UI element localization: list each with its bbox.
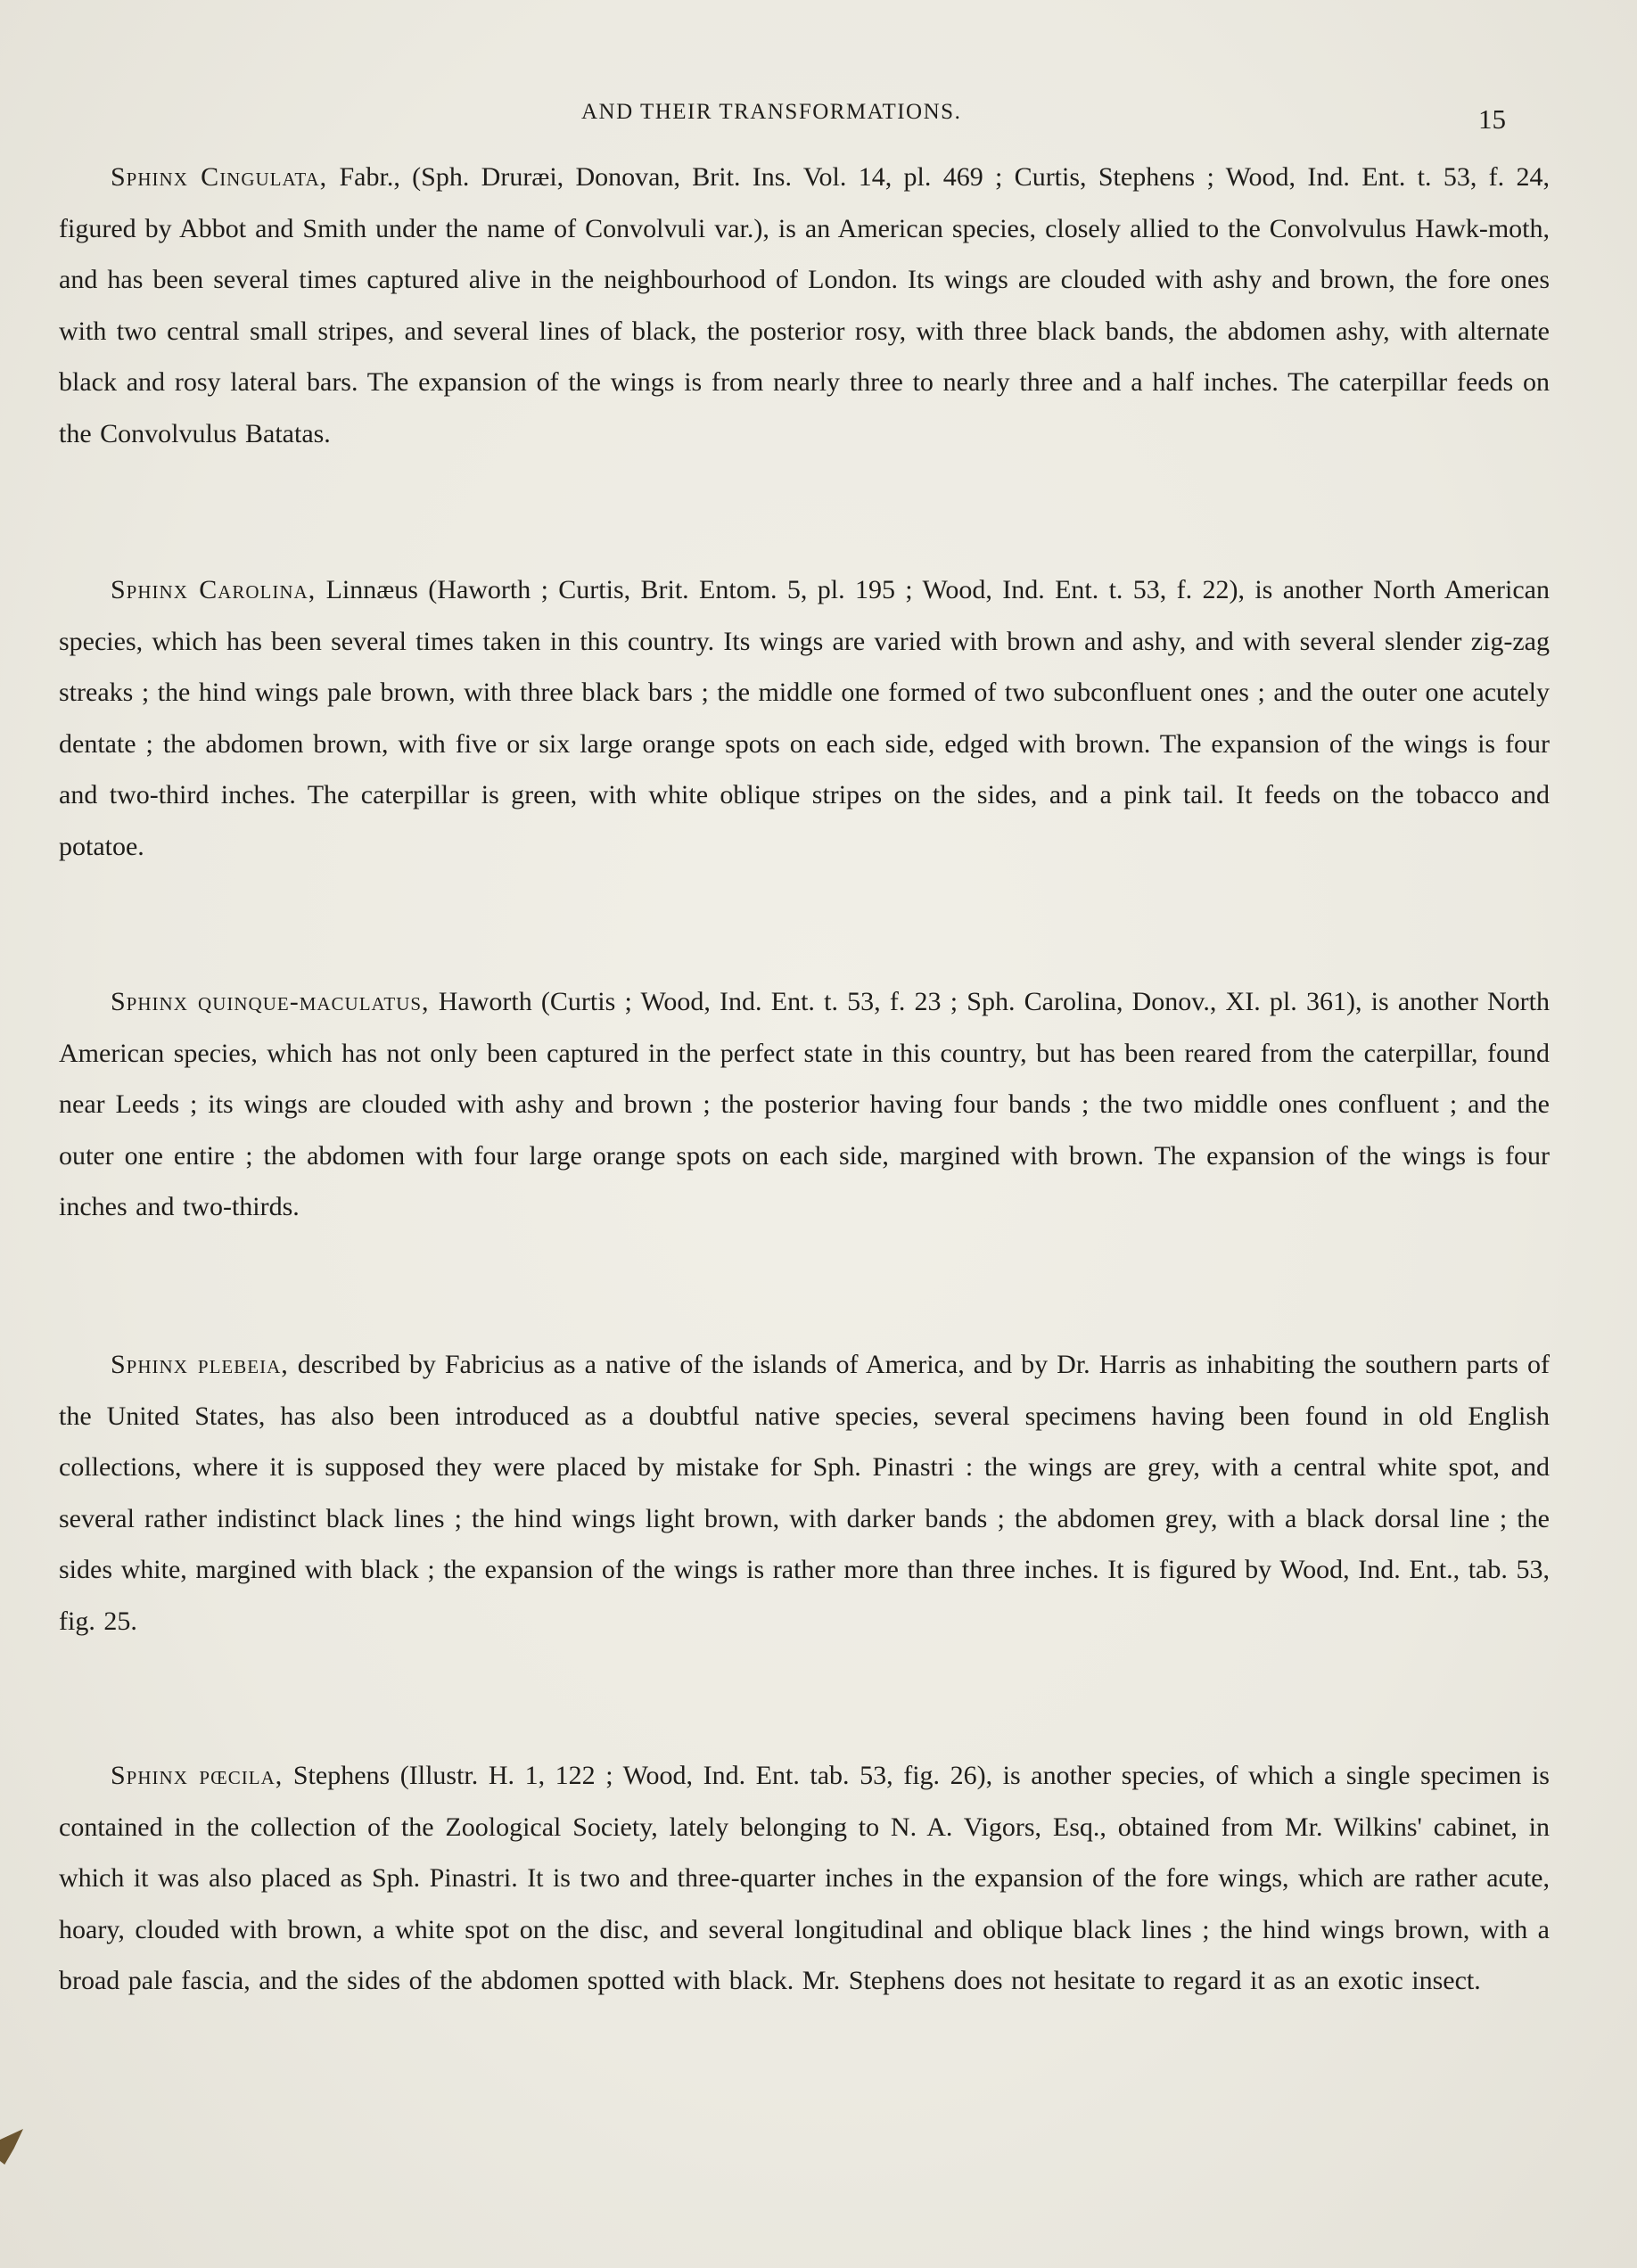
species-name: Sphinx quinque-maculatus, (111, 987, 430, 1016)
page-number: 15 (1478, 103, 1506, 135)
entry-text: Stephens (Illustr. H. 1, 122 ; Wood, Ind. Ent. tab. 53, fig. 26), is another species, of which a single specimen is contained in the collection of the Zoological Society, lately belonging to N. A. Vigors, Esq., obtained from Mr. Wilkins' cabinet, in which it was also placed as Sph. Pinastri. It is two and three-quarter inches in the expansion of the fore wings, which are rather acute, hoary, clouded with brown, a white spot on the disc, and several longitudinal and oblique black lines ; the hind wings brown, with a broad pale fascia, and the sides of the abdomen spotted with black. Mr. Stephens does not hesitate to regard it as an exotic insect. (59, 1761, 1550, 1995)
running-head (0, 100, 1637, 136)
entry-text: Haworth (Curtis ; Wood, Ind. Ent. t. 53, f. 23 ; Sph. Carolina, Donov., XI. pl. 361), is another North American species, which has not only been captured in the perfect state in this country, but has been reared from the caterpillar, found near Leeds ; its wings are clouded with ashy and brown ; the posterior having four bands ; the two middle ones confluent ; and the outer one entire ; the abdomen with four large orange spots on each side, margined with brown. The expansion of the wings is four inches and two-thirds. (59, 987, 1550, 1221)
entry-paragraph (59, 152, 1550, 459)
species-entry-poecila (59, 1750, 1550, 2007)
entry-text: Linnæus (Haworth ; Curtis, Brit. Entom. 5, pl. 195 ; Wood, Ind. Ent. t. 53, f. 22), is another North American species, which has been several times taken in this country. Its wings are varied with brown and ashy, and with several slender zig-zag streaks ; the hind wings pale brown, with three black bars ; the middle one formed of two subconfluent ones ; and the outer one acutely dentate ; the abdomen brown, with five or six large orange spots on each side, edged with brown. The expansion of the wings is four and two-third inches. The caterpillar is green, with white oblique stripes on the sides, and a pink tail. It feeds on the tobacco and potatoe. (59, 575, 1550, 861)
entry-text: described by Fabricius as a native of the islands of America, and by Dr. Harris as inhabiting the southern parts of the United States, has also been introduced as a doubtful native species, several specimens having been found in old English collections, where it is supposed they were placed by mistake for Sph. Pinastri : the wings are grey, with a central white spot, and several rather indistinct black lines ; the hind wings light brown, with darker bands ; the abdomen grey, with a black dorsal line ; the sides white, margined with black ; the expansion of the wings is rather more than three inches. It is figured by Wood, Ind. Ent., tab. 53, fig. 25. (59, 1350, 1550, 1636)
species-entry-plebeia (59, 1339, 1550, 1647)
entry-paragraph (59, 1339, 1550, 1647)
ink-smudge (0, 2129, 23, 2165)
species-entry-cingulata (59, 152, 1550, 459)
species-name: Sphinx Cingulata, (111, 162, 328, 192)
entry-text: Fabr., (Sph. Druræi, Donovan, Brit. Ins. Vol. 14, pl. 469 ; Curtis, Stephens ; Wood, Ind. Ent. t. 53, f. 24, figured by Abbot and Smith under the name of Convolvuli var.), is an American species, closely allied to the Convolvulus Hawk-moth, and has been several times captured alive in the neighbourhood of London. Its wings are clouded with ashy and brown, the fore ones with two central small stripes, and several lines of black, the posterior rosy, with three black bands, the abdomen ashy, with alternate black and rosy lateral bars. The expansion of the wings is from nearly three to nearly three and a half inches. The caterpillar feeds on the Convolvulus Batatas. (59, 162, 1550, 448)
entry-paragraph (59, 976, 1550, 1233)
entry-paragraph (59, 1750, 1550, 2007)
species-entry-carolina (59, 564, 1550, 872)
species-entry-quinque-maculatus (59, 976, 1550, 1233)
species-name: Sphinx Carolina, (111, 575, 317, 604)
running-title: AND THEIR TRANSFORMATIONS. (581, 100, 962, 124)
species-name: Sphinx pœcila, (111, 1761, 284, 1790)
species-name: Sphinx plebeia, (111, 1350, 289, 1379)
entry-paragraph (59, 564, 1550, 872)
